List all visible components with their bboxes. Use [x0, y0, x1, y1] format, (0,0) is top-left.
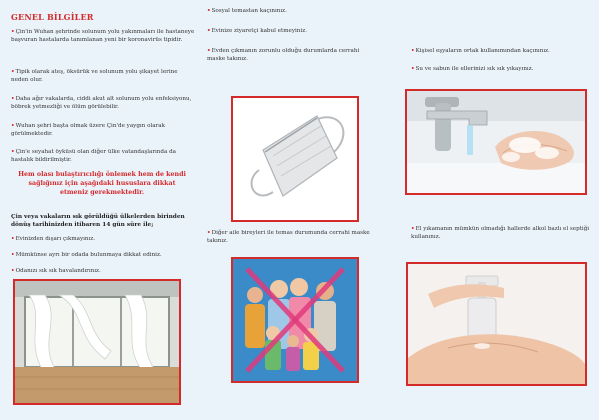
- info-paragraph: •Tipik olarak ateş, öksürük ve solunum yolu şikayet lerine neden olur.: [11, 69, 178, 83]
- rule-item: •Evinizden dışarı çıkmayınız.: [11, 236, 96, 242]
- warning-text: Hem olası bulaştırıcılığı önlemek hem de kendi sağlığınız için aşağıdaki hususlara dikkat etmeniz gerekmektedir.: [18, 171, 186, 196]
- rule-item: •Odanızı sık sık havalandırınız.: [11, 268, 101, 274]
- info-paragraph: •Daha ağır vakalarda, ciddi akut alt solunum yolu enfeksiyonu, böbrek yetmezliği ve ölüm görülebilir.: [11, 96, 192, 110]
- info-paragraph: •Wuhan şehri başta olmak üzere Çin'de yaygın olarak görülmektedir.: [11, 123, 165, 137]
- bullet-marker: •: [411, 66, 415, 72]
- info-paragraph: •Çin'in Wuhan şehrinde solunum yolu yakınmaları ile hastaneye başvuran hastalarda tanımlanan yeni bir koronavirüs tipidir.: [11, 29, 195, 43]
- bullet-marker: •: [11, 268, 15, 274]
- bullet-marker: •: [207, 230, 211, 236]
- bullet-marker: •: [411, 226, 415, 232]
- hand-sanitizer-image: [406, 262, 587, 386]
- bullet-marker: •: [207, 48, 211, 54]
- bullet-marker: •: [11, 29, 15, 35]
- rule-item: •Diğer aile bireyleri ile temas durumunda cerrahi maske takınız.: [207, 230, 370, 244]
- hand-washing-image: [405, 89, 587, 195]
- rule-item: •Evinize ziyaretçi kabul etmeyiniz.: [207, 28, 307, 34]
- window-ventilation-image: [13, 279, 181, 405]
- rule-item: •El yıkamanın mümkün olmadığı hallerde alkol bazlı el septiği kullanınız.: [411, 226, 590, 240]
- bullet-marker: •: [11, 236, 15, 242]
- family-contact-image: [231, 257, 359, 383]
- bullet-marker: •: [11, 252, 15, 258]
- rule-item: •Su ve sabun ile ellerinizi sık sık yıkayınız.: [411, 66, 534, 72]
- middle-column: [200, 0, 400, 420]
- left-column: [0, 0, 200, 420]
- bullet-marker: •: [207, 8, 211, 14]
- bullet-marker: •: [11, 69, 15, 75]
- rule-item: •Evden çıkmanın zorunlu olduğu durumlarda cerrahi maske takınız.: [207, 48, 360, 62]
- section-title: GENEL BİLGİLER: [11, 12, 94, 22]
- surgical-mask-image: [231, 96, 359, 222]
- rule-item: •Kişisel eşyaların ortak kullanımından kaçınınız.: [411, 48, 550, 54]
- rule-item: •Sosyal temastan kaçınınız.: [207, 8, 287, 14]
- info-paragraph: •Çin'e seyahat öyküsü olan diğer ülke vatandaşlarında da hastalık bildirilmiştir.: [11, 149, 177, 163]
- quarantine-heading: Çin veya vakaların sık görüldüğü ülkelerden birinden dönüş tarihinizden itibaren 14 gün süre ile;: [11, 214, 185, 228]
- bullet-marker: •: [11, 96, 15, 102]
- bullet-marker: •: [411, 48, 415, 54]
- right-column: [400, 0, 599, 420]
- bullet-marker: •: [11, 123, 15, 129]
- bullet-marker: •: [11, 149, 15, 155]
- rule-item: •Mümkünse ayrı bir odada bulunmaya dikkat ediniz.: [11, 252, 162, 258]
- bullet-marker: •: [207, 28, 211, 34]
